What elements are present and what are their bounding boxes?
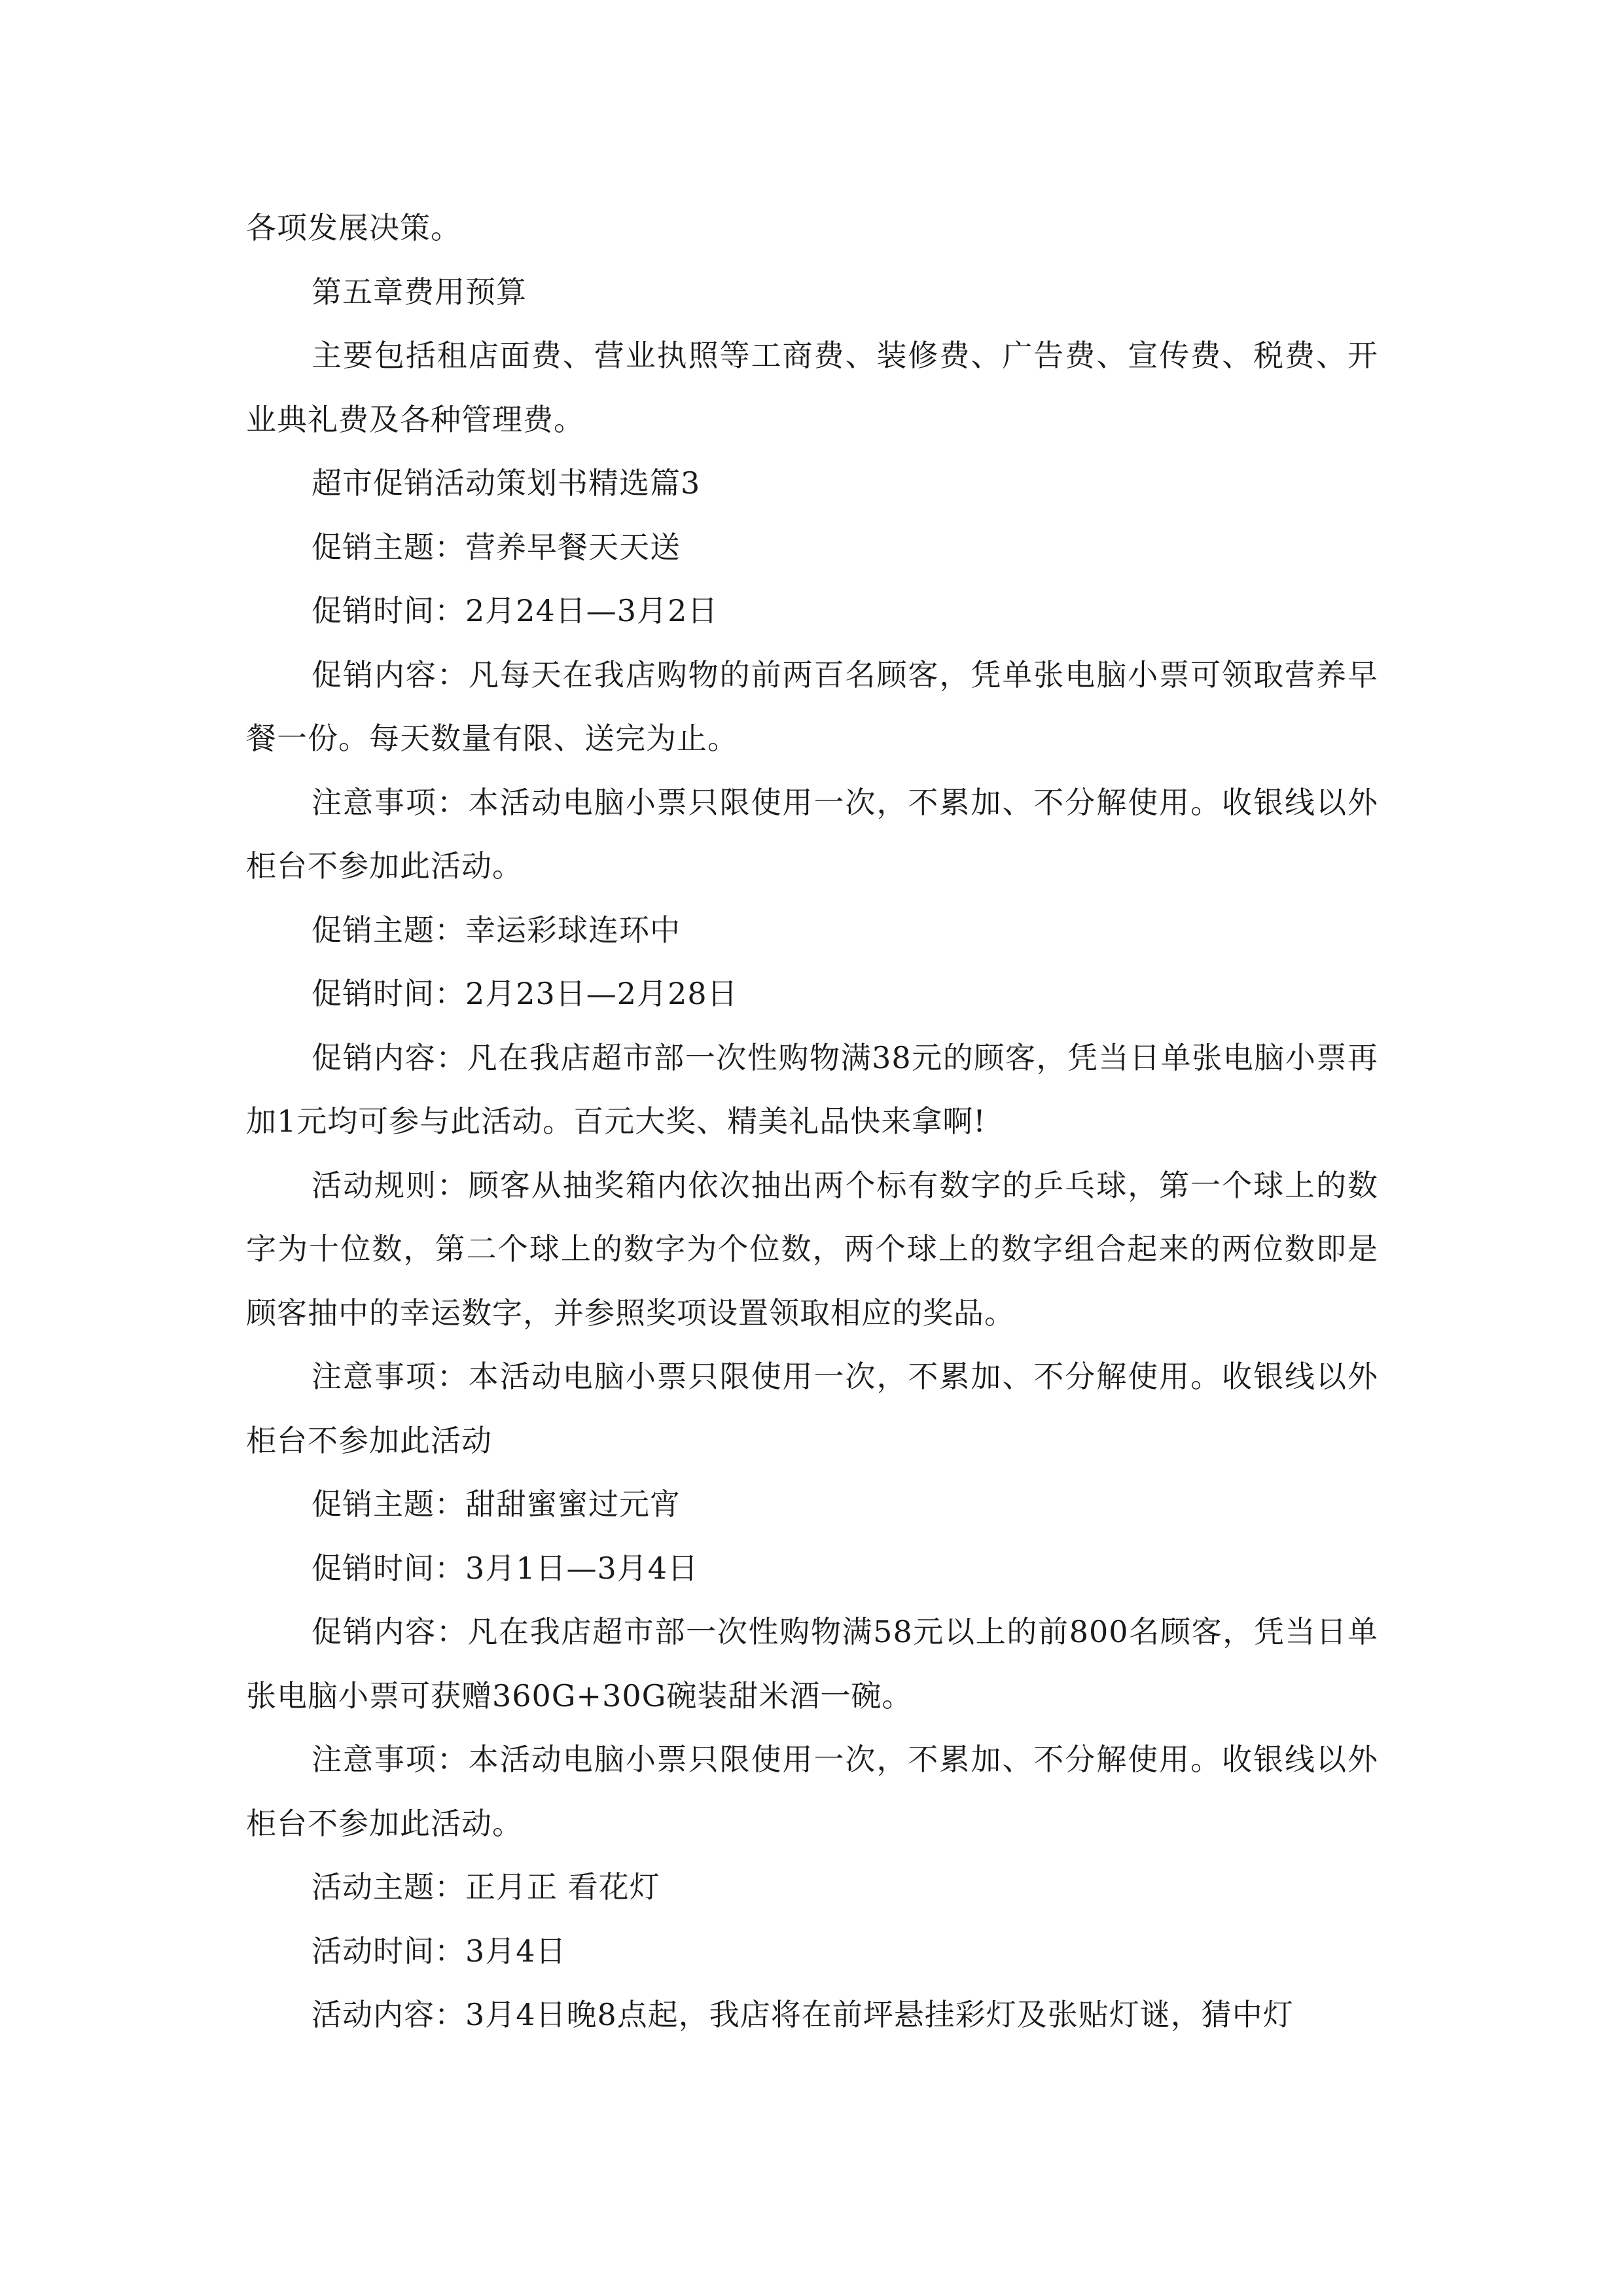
promotion-time: 促销时间：3月1日—3月4日 — [312, 1550, 699, 1586]
promotion-theme: 促销主题：营养早餐天天送 — [312, 529, 681, 565]
activity-theme: 活动主题：正月正 看花灯 — [312, 1869, 660, 1905]
section-heading: 超市促销活动策划书精选篇3 — [312, 465, 701, 501]
promotion-content: 促销内容：凡每天在我店购物的前两百名顾客，凭单张电脑小票可领取营养早餐一份。每天数量有限、送完为止。 — [246, 656, 1378, 756]
promotion-content: 促销内容：凡在我店超市部一次性购物满58元以上的前800名顾客，凭当日单张电脑小票可获赠360G+30G碗装甜米酒一碗。 — [246, 1614, 1378, 1713]
document-body — [246, 196, 1378, 2047]
paragraph: 各项发展决策。 — [246, 210, 461, 245]
promotion-theme: 促销主题：幸运彩球连环中 — [312, 912, 681, 948]
promotion-theme: 促销主题：甜甜蜜蜜过元宵 — [312, 1486, 681, 1522]
activity-time: 活动时间：3月4日 — [312, 1933, 567, 1969]
promotion-notes: 注意事项：本活动电脑小票只限使用一次，不累加、不分解使用。收银线以外柜台不参加此活动。 — [246, 1742, 1378, 1841]
chapter-heading: 第五章费用预算 — [312, 274, 527, 310]
promotion-notes: 注意事项：本活动电脑小票只限使用一次，不累加、不分解使用。收银线以外柜台不参加此活动。 — [246, 784, 1378, 884]
paragraph: 主要包括租店面费、营业执照等工商费、装修费、广告费、宣传费、税费、开业典礼费及各种管理费。 — [246, 338, 1378, 437]
promotion-content: 促销内容：凡在我店超市部一次性购物满38元的顾客，凭当日单张电脑小票再加1元均可参与此活动。百元大奖、精美礼品快来拿啊! — [246, 1039, 1378, 1139]
promotion-notes: 注意事项：本活动电脑小票只限使用一次，不累加、不分解使用。收银线以外柜台不参加此活动 — [246, 1359, 1378, 1458]
promotion-time: 促销时间：2月23日—2月28日 — [312, 976, 738, 1011]
promotion-time: 促销时间：2月24日—3月2日 — [312, 593, 719, 628]
activity-content: 活动内容：3月4日晚8点起，我店将在前坪悬挂彩灯及张贴灯谜，猜中灯 — [312, 1997, 1294, 2032]
activity-rules: 活动规则：顾客从抽奖箱内依次抽出两个标有数字的乒乓球，第一个球上的数字为十位数，第二个球上的数字为个位数，两个球上的数字组合起来的两位数即是顾客抽中的幸运数字，并参照奖项设置领取相应的奖品。 — [246, 1167, 1378, 1331]
